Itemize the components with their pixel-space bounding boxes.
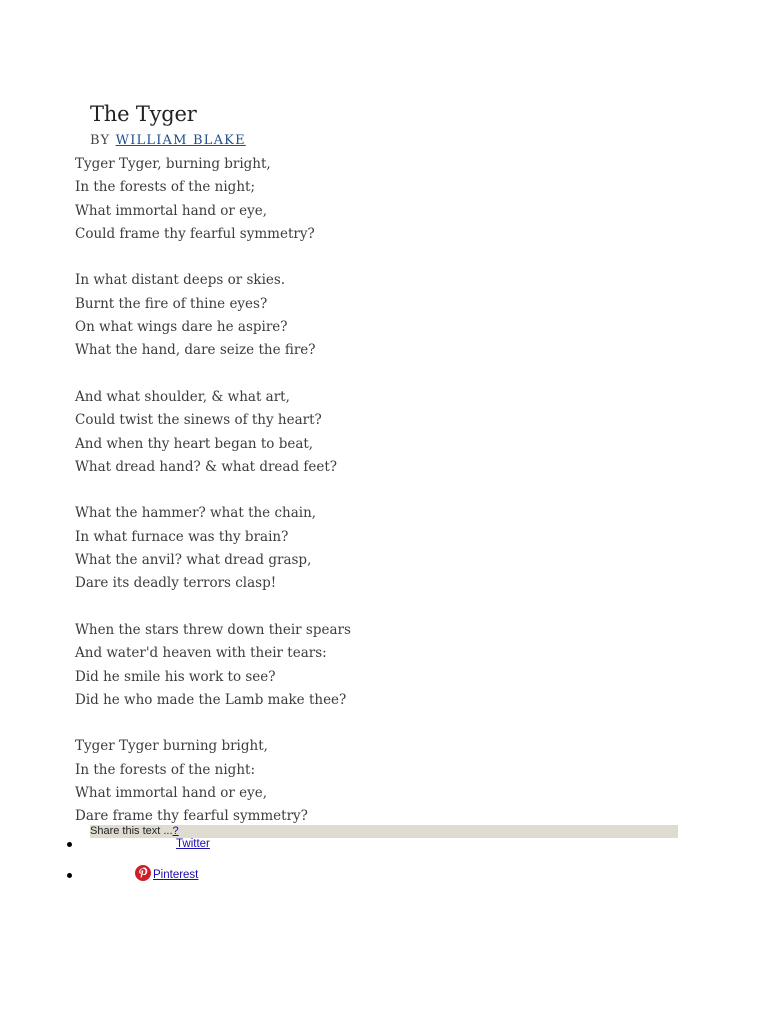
byline bbox=[90, 133, 246, 148]
poem-line: Did he smile his work to see? bbox=[75, 668, 276, 685]
byline-prefix: BY bbox=[90, 133, 111, 148]
poem-line: Tyger Tyger, burning bright, bbox=[75, 156, 271, 172]
poem-line: What the hammer? what the chain, bbox=[75, 505, 317, 522]
stanza-5 bbox=[75, 619, 351, 712]
poem-line: Could frame thy fearful symmetry? bbox=[75, 225, 315, 242]
author-link[interactable]: WILLIAM BLAKE bbox=[115, 133, 246, 148]
share-label: Share this text ... bbox=[90, 825, 173, 837]
poem-line: On what wings dare he aspire? bbox=[75, 319, 288, 336]
share-bar bbox=[90, 825, 678, 838]
pinterest-icon[interactable] bbox=[135, 865, 151, 881]
poem-line: Dare its deadly terrors clasp! bbox=[75, 575, 277, 592]
poem-line: In what distant deeps or skies. bbox=[75, 272, 286, 289]
stanza-6 bbox=[75, 735, 351, 828]
poem-line: What immortal hand or eye, bbox=[75, 202, 268, 219]
poem-line: And water'd heaven with their tears: bbox=[75, 645, 327, 662]
poem-line: Could twist the sinews of thy heart? bbox=[75, 412, 322, 429]
poem-body bbox=[75, 153, 351, 829]
poem-line: Did he who made the Lamb make thee? bbox=[75, 691, 347, 708]
stanza-3 bbox=[75, 386, 351, 479]
stanza-4 bbox=[75, 502, 351, 595]
poem-line: Dare frame thy fearful symmetry? bbox=[75, 808, 308, 825]
pinterest-link[interactable]: Pinterest bbox=[153, 869, 199, 881]
poem-line: Tyger Tyger burning bright, bbox=[75, 738, 268, 755]
poem-line: What immortal hand or eye, bbox=[75, 785, 268, 802]
stanza-2 bbox=[75, 269, 351, 362]
poem-line: When the stars threw down their spears bbox=[75, 621, 351, 638]
poem-line: What the hand, dare seize the fire? bbox=[75, 342, 316, 359]
poem-line: What the anvil? what dread grasp, bbox=[75, 552, 312, 569]
poem-line: And when thy heart began to beat, bbox=[75, 435, 314, 452]
poem-line: And what shoulder, & what art, bbox=[75, 388, 290, 405]
poem-title: The Tyger bbox=[90, 102, 197, 126]
poem-line: Burnt the fire of thine eyes? bbox=[75, 295, 268, 312]
poem-line: In the forests of the night: bbox=[75, 761, 255, 778]
bullet-icon bbox=[67, 873, 72, 878]
poem-line: In the forests of the night; bbox=[75, 179, 255, 196]
stanza-1 bbox=[75, 153, 351, 246]
share-help-link[interactable]: ? bbox=[172, 825, 179, 837]
poem-line: In what furnace was thy brain? bbox=[75, 528, 289, 545]
bullet-icon bbox=[67, 842, 72, 847]
poem-line: What dread hand? & what dread feet? bbox=[75, 458, 338, 475]
twitter-link[interactable]: Twitter bbox=[176, 838, 210, 850]
